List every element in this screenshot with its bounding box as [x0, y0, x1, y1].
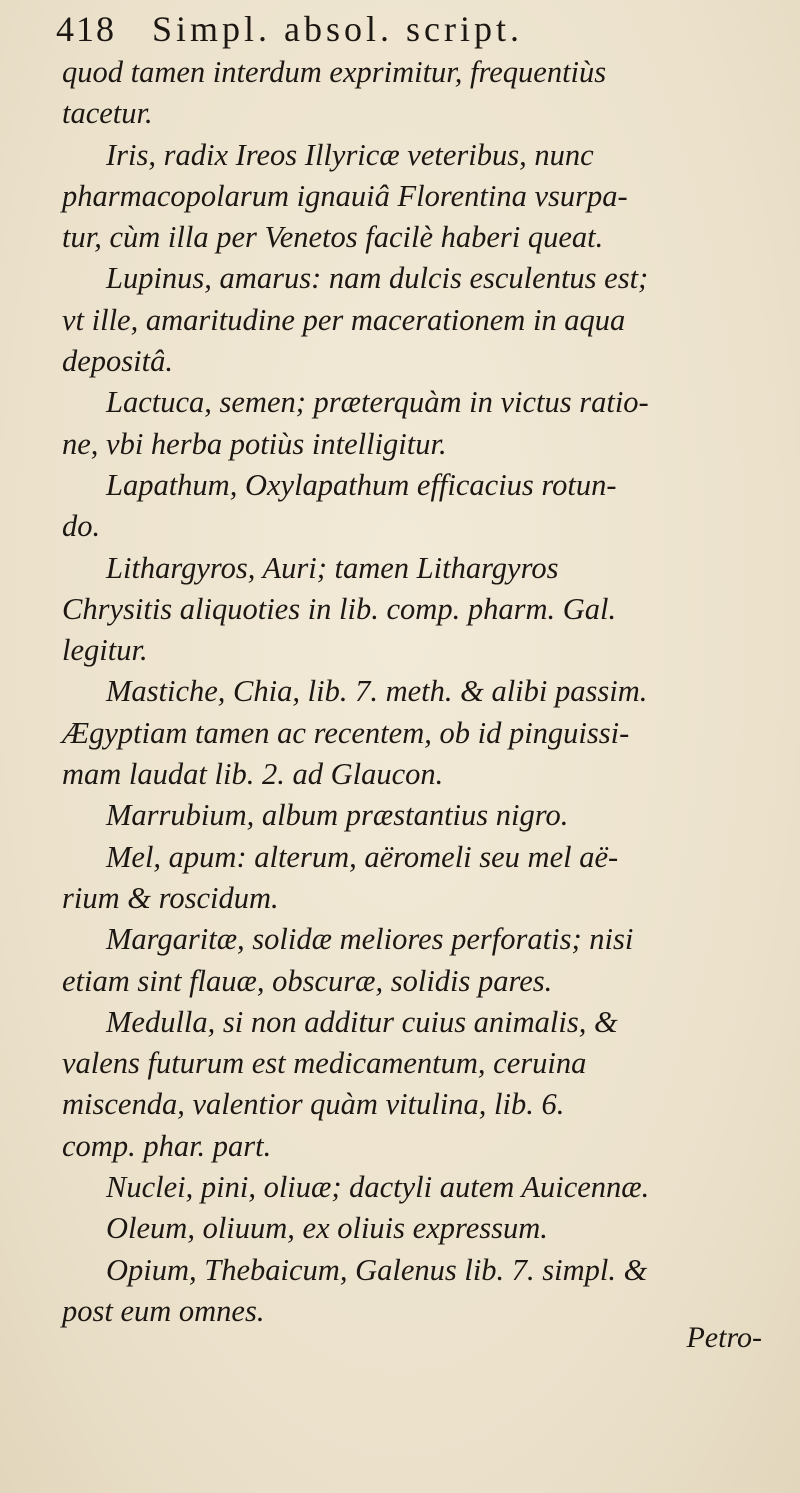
text-line: etiam sint flauæ, obscuræ, solidis pares. — [62, 963, 553, 998]
text-line: Lithargyros, Auri; tamen Lithargyros — [106, 550, 559, 585]
text-line: valens futurum est medicamentum, ceruina — [62, 1046, 587, 1081]
text-line: legitur. — [62, 633, 148, 668]
text-line: Mastiche, Chia, lib. 7. meth. & alibi passim. — [106, 674, 648, 709]
text-line: Medulla, si non additur cuius animalis, & — [106, 1004, 618, 1039]
page-header — [56, 8, 756, 58]
text-line: Lupinus, amarus: nam dulcis esculentus est; — [106, 261, 649, 296]
body-text — [62, 52, 782, 1332]
text-line: Chrysitis aliquoties in lib. comp. pharm. Gal. — [62, 591, 617, 626]
page-number: 418 — [56, 9, 116, 49]
text-line: do. — [62, 509, 101, 544]
text-line: Opium, Thebaicum, Galenus lib. 7. simpl. & — [106, 1252, 648, 1287]
text-line: Oleum, oliuum, ex oliuis expressum. — [106, 1211, 548, 1246]
text-line: depositâ. — [62, 344, 173, 379]
text-line: Mel, apum: alterum, aëromeli seu mel aë- — [106, 839, 619, 874]
text-line: Ægyptiam tamen ac recentem, ob id pinguissi- — [62, 715, 630, 750]
text-line: ne, vbi herba potiùs intelligitur. — [62, 426, 447, 461]
text-line: Nuclei, pini, oliuæ; dactyli autem Auicennæ. — [106, 1170, 650, 1205]
catchword: Petro- — [686, 1321, 762, 1354]
text-line: post eum omnes. — [62, 1293, 265, 1328]
text-line: comp. phar. part. — [62, 1128, 272, 1163]
text-line: Lapathum, Oxylapathum efficacius rotun- — [106, 467, 617, 502]
text-line: tur, cùm illa per Venetos facilè haberi queat. — [62, 220, 604, 255]
running-head: Simpl. absol. script. — [152, 9, 523, 49]
text-line: Marrubium, album præstantius nigro. — [106, 798, 569, 833]
text-line: pharmacopolarum ignauiâ Florentina vsurpa- — [62, 178, 628, 213]
text-line: tacetur. — [62, 96, 153, 131]
text-line: Lactuca, semen; præterquàm in victus ratio- — [106, 385, 649, 420]
text-line: vt ille, amaritudine per macerationem in aqua — [62, 302, 626, 337]
text-line: Iris, radix Ireos Illyricæ veteribus, nunc — [106, 137, 594, 172]
text-line: Margaritæ, solidæ meliores perforatis; nisi — [106, 922, 634, 957]
text-line: miscenda, valentior quàm vitulina, lib. 6. — [62, 1087, 565, 1122]
text-line: mam laudat lib. 2. ad Glaucon. — [62, 757, 444, 792]
text-line: quod tamen interdum exprimitur, frequentiùs — [62, 55, 607, 89]
text-line: rium & roscidum. — [62, 880, 279, 915]
